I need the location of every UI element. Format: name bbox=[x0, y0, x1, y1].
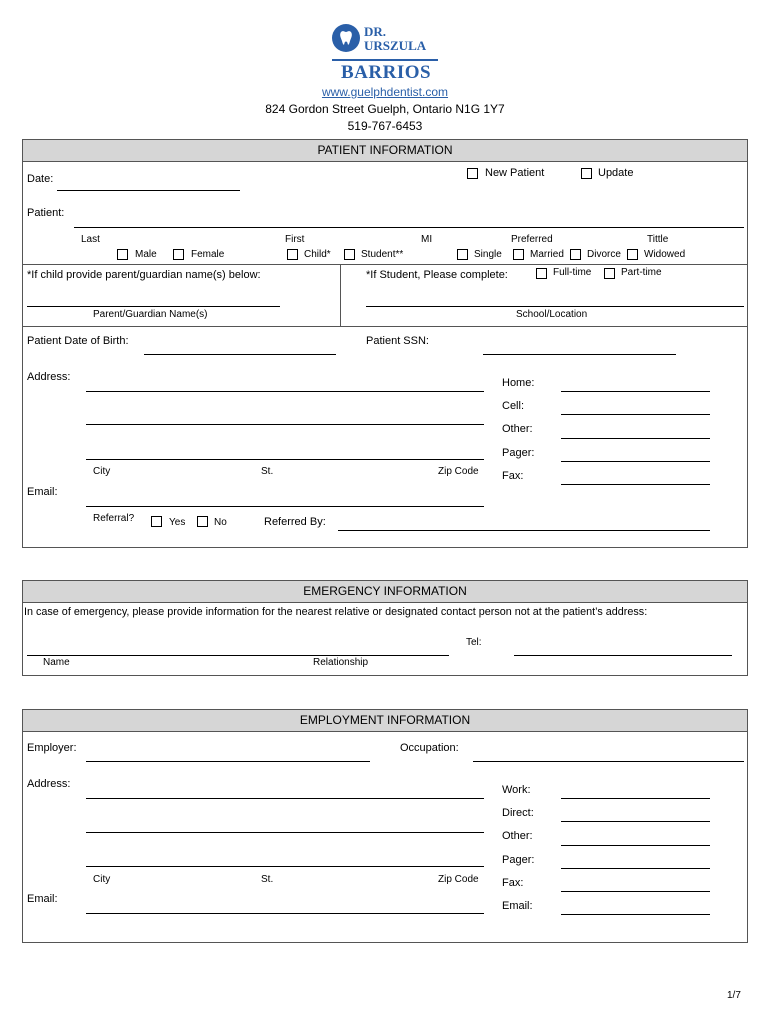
emergency-heading: EMERGENCY INFORMATION bbox=[22, 580, 748, 603]
title-caption: Tittle bbox=[647, 234, 669, 245]
patient-heading: PATIENT INFORMATION bbox=[22, 139, 748, 162]
married-label: Married bbox=[530, 249, 564, 260]
divorce-label: Divorce bbox=[587, 249, 621, 260]
school-field[interactable] bbox=[366, 306, 744, 307]
divorce-checkbox[interactable] bbox=[570, 249, 581, 260]
employer-address-line-3[interactable] bbox=[86, 866, 484, 867]
other-label: Other: bbox=[502, 423, 533, 435]
name-caption: Name bbox=[43, 657, 70, 668]
employer-st-caption: St. bbox=[261, 874, 274, 885]
direct-field[interactable] bbox=[561, 821, 710, 822]
emergency-tel-field[interactable] bbox=[514, 655, 732, 656]
widowed-label: Widowed bbox=[644, 249, 686, 260]
employer-field[interactable] bbox=[86, 761, 370, 762]
relationship-caption: Relationship bbox=[313, 657, 369, 668]
date-label: Date: bbox=[27, 173, 54, 185]
part-time-checkbox[interactable] bbox=[604, 268, 615, 279]
referred-by-field[interactable] bbox=[338, 530, 710, 531]
ssn-field[interactable] bbox=[483, 354, 676, 355]
email-label: Email: bbox=[27, 486, 58, 498]
home-label: Home: bbox=[502, 377, 535, 389]
city-caption: City bbox=[93, 466, 111, 477]
address-line-2[interactable] bbox=[86, 424, 484, 425]
ssn-label: Patient SSN: bbox=[366, 335, 429, 347]
employer-address-line-2[interactable] bbox=[86, 832, 484, 833]
employer-address-label: Address: bbox=[27, 778, 71, 790]
occupation-label: Occupation: bbox=[400, 742, 459, 754]
website-link[interactable]: www.guelphdentist.com bbox=[321, 85, 449, 99]
widowed-checkbox[interactable] bbox=[627, 249, 638, 260]
employer-fax-label: Fax: bbox=[502, 877, 524, 889]
dob-field[interactable] bbox=[144, 354, 336, 355]
st-caption: St. bbox=[261, 466, 274, 477]
occupation-field[interactable] bbox=[473, 761, 744, 762]
logo-line1: DR. bbox=[364, 24, 387, 39]
email-field[interactable] bbox=[86, 506, 484, 507]
page-number: 1/7 bbox=[727, 990, 741, 1001]
employer-other-label: Other: bbox=[502, 830, 533, 842]
preferred-caption: Preferred bbox=[511, 234, 553, 245]
logo-badge bbox=[332, 24, 360, 52]
patient-label: Patient: bbox=[27, 207, 65, 219]
referral-yes-checkbox[interactable] bbox=[151, 516, 162, 527]
full-time-checkbox[interactable] bbox=[536, 268, 547, 279]
single-label: Single bbox=[474, 249, 502, 260]
male-checkbox[interactable] bbox=[117, 249, 128, 260]
dob-label: Patient Date of Birth: bbox=[27, 335, 129, 347]
employer-other-field[interactable] bbox=[561, 845, 710, 846]
sub-box-top bbox=[22, 264, 748, 265]
zip-caption: Zip Code bbox=[438, 466, 479, 477]
referral-label: Referral? bbox=[93, 513, 135, 524]
pager-label: Pager: bbox=[502, 447, 535, 459]
student-label: Student** bbox=[361, 249, 404, 260]
full-time-label: Full-time bbox=[553, 267, 592, 278]
referral-no-label: No bbox=[214, 517, 227, 528]
referral-no-checkbox[interactable] bbox=[197, 516, 208, 527]
part-time-label: Part-time bbox=[621, 267, 662, 278]
patient-name-field[interactable] bbox=[74, 227, 744, 228]
update-checkbox[interactable] bbox=[581, 168, 592, 179]
child-note: *If child provide parent/guardian name(s) below: bbox=[27, 269, 261, 281]
tooth-icon bbox=[332, 24, 360, 52]
student-checkbox[interactable] bbox=[344, 249, 355, 260]
other-field[interactable] bbox=[561, 438, 710, 439]
employer-pager-field[interactable] bbox=[561, 868, 710, 869]
address-line-1[interactable] bbox=[86, 391, 484, 392]
home-field[interactable] bbox=[561, 391, 710, 392]
address-line-3[interactable] bbox=[86, 459, 484, 460]
office-phone: 519-767-6453 bbox=[347, 119, 423, 133]
employer-fax-field[interactable] bbox=[561, 891, 710, 892]
employer-email-label: Email: bbox=[27, 893, 58, 905]
emergency-instructions: In case of emergency, please provide information for the nearest relative or designated contact person not at the patient’s address: bbox=[24, 606, 648, 618]
logo-line3: BARRIOS bbox=[341, 62, 432, 83]
employer-city-caption: City bbox=[93, 874, 111, 885]
employer-email2-field[interactable] bbox=[561, 914, 710, 915]
emergency-name-field[interactable] bbox=[27, 655, 449, 656]
address-label: Address: bbox=[27, 371, 71, 383]
employer-address-line-1[interactable] bbox=[86, 798, 484, 799]
update-label: Update bbox=[598, 167, 634, 179]
guardian-caption: Parent/Guardian Name(s) bbox=[93, 309, 208, 320]
new-patient-checkbox[interactable] bbox=[467, 168, 478, 179]
employer-email2-label: Email: bbox=[502, 900, 533, 912]
tel-label: Tel: bbox=[466, 637, 482, 648]
new-patient-label: New Patient bbox=[485, 167, 545, 179]
employer-zip-caption: Zip Code bbox=[438, 874, 479, 885]
child-checkbox[interactable] bbox=[287, 249, 298, 260]
logo-rule bbox=[332, 59, 438, 61]
mi-caption: MI bbox=[421, 234, 433, 245]
cell-field[interactable] bbox=[561, 414, 710, 415]
employer-email-field[interactable] bbox=[86, 913, 484, 914]
married-checkbox[interactable] bbox=[513, 249, 524, 260]
direct-label: Direct: bbox=[502, 807, 534, 819]
employer-label: Employer: bbox=[27, 742, 77, 754]
pager-field[interactable] bbox=[561, 461, 710, 462]
date-field[interactable] bbox=[57, 190, 240, 191]
work-field[interactable] bbox=[561, 798, 710, 799]
sub-box-bottom bbox=[22, 326, 748, 327]
cell-label: Cell: bbox=[502, 400, 525, 412]
employment-heading: EMPLOYMENT INFORMATION bbox=[22, 709, 748, 732]
fax-field[interactable] bbox=[561, 484, 710, 485]
referral-yes-label: Yes bbox=[169, 517, 186, 528]
student-note: *If Student, Please complete: bbox=[366, 269, 508, 281]
office-address: 824 Gordon Street Guelph, Ontario N1G 1Y7 bbox=[265, 102, 505, 116]
single-checkbox[interactable] bbox=[457, 249, 468, 260]
female-checkbox[interactable] bbox=[173, 249, 184, 260]
first-caption: First bbox=[285, 234, 305, 245]
female-label: Female bbox=[191, 249, 225, 260]
last-caption: Last bbox=[81, 234, 100, 245]
guardian-field[interactable] bbox=[27, 306, 280, 307]
logo-line2: URSZULA bbox=[364, 38, 427, 53]
male-label: Male bbox=[135, 249, 157, 260]
fax-label: Fax: bbox=[502, 470, 524, 482]
sub-box-divider bbox=[340, 264, 341, 326]
referred-by-label: Referred By: bbox=[264, 516, 326, 528]
employment-section bbox=[22, 709, 748, 943]
work-label: Work: bbox=[502, 784, 531, 796]
school-caption: School/Location bbox=[516, 309, 588, 320]
employer-pager-label: Pager: bbox=[502, 854, 535, 866]
child-label: Child* bbox=[304, 249, 331, 260]
